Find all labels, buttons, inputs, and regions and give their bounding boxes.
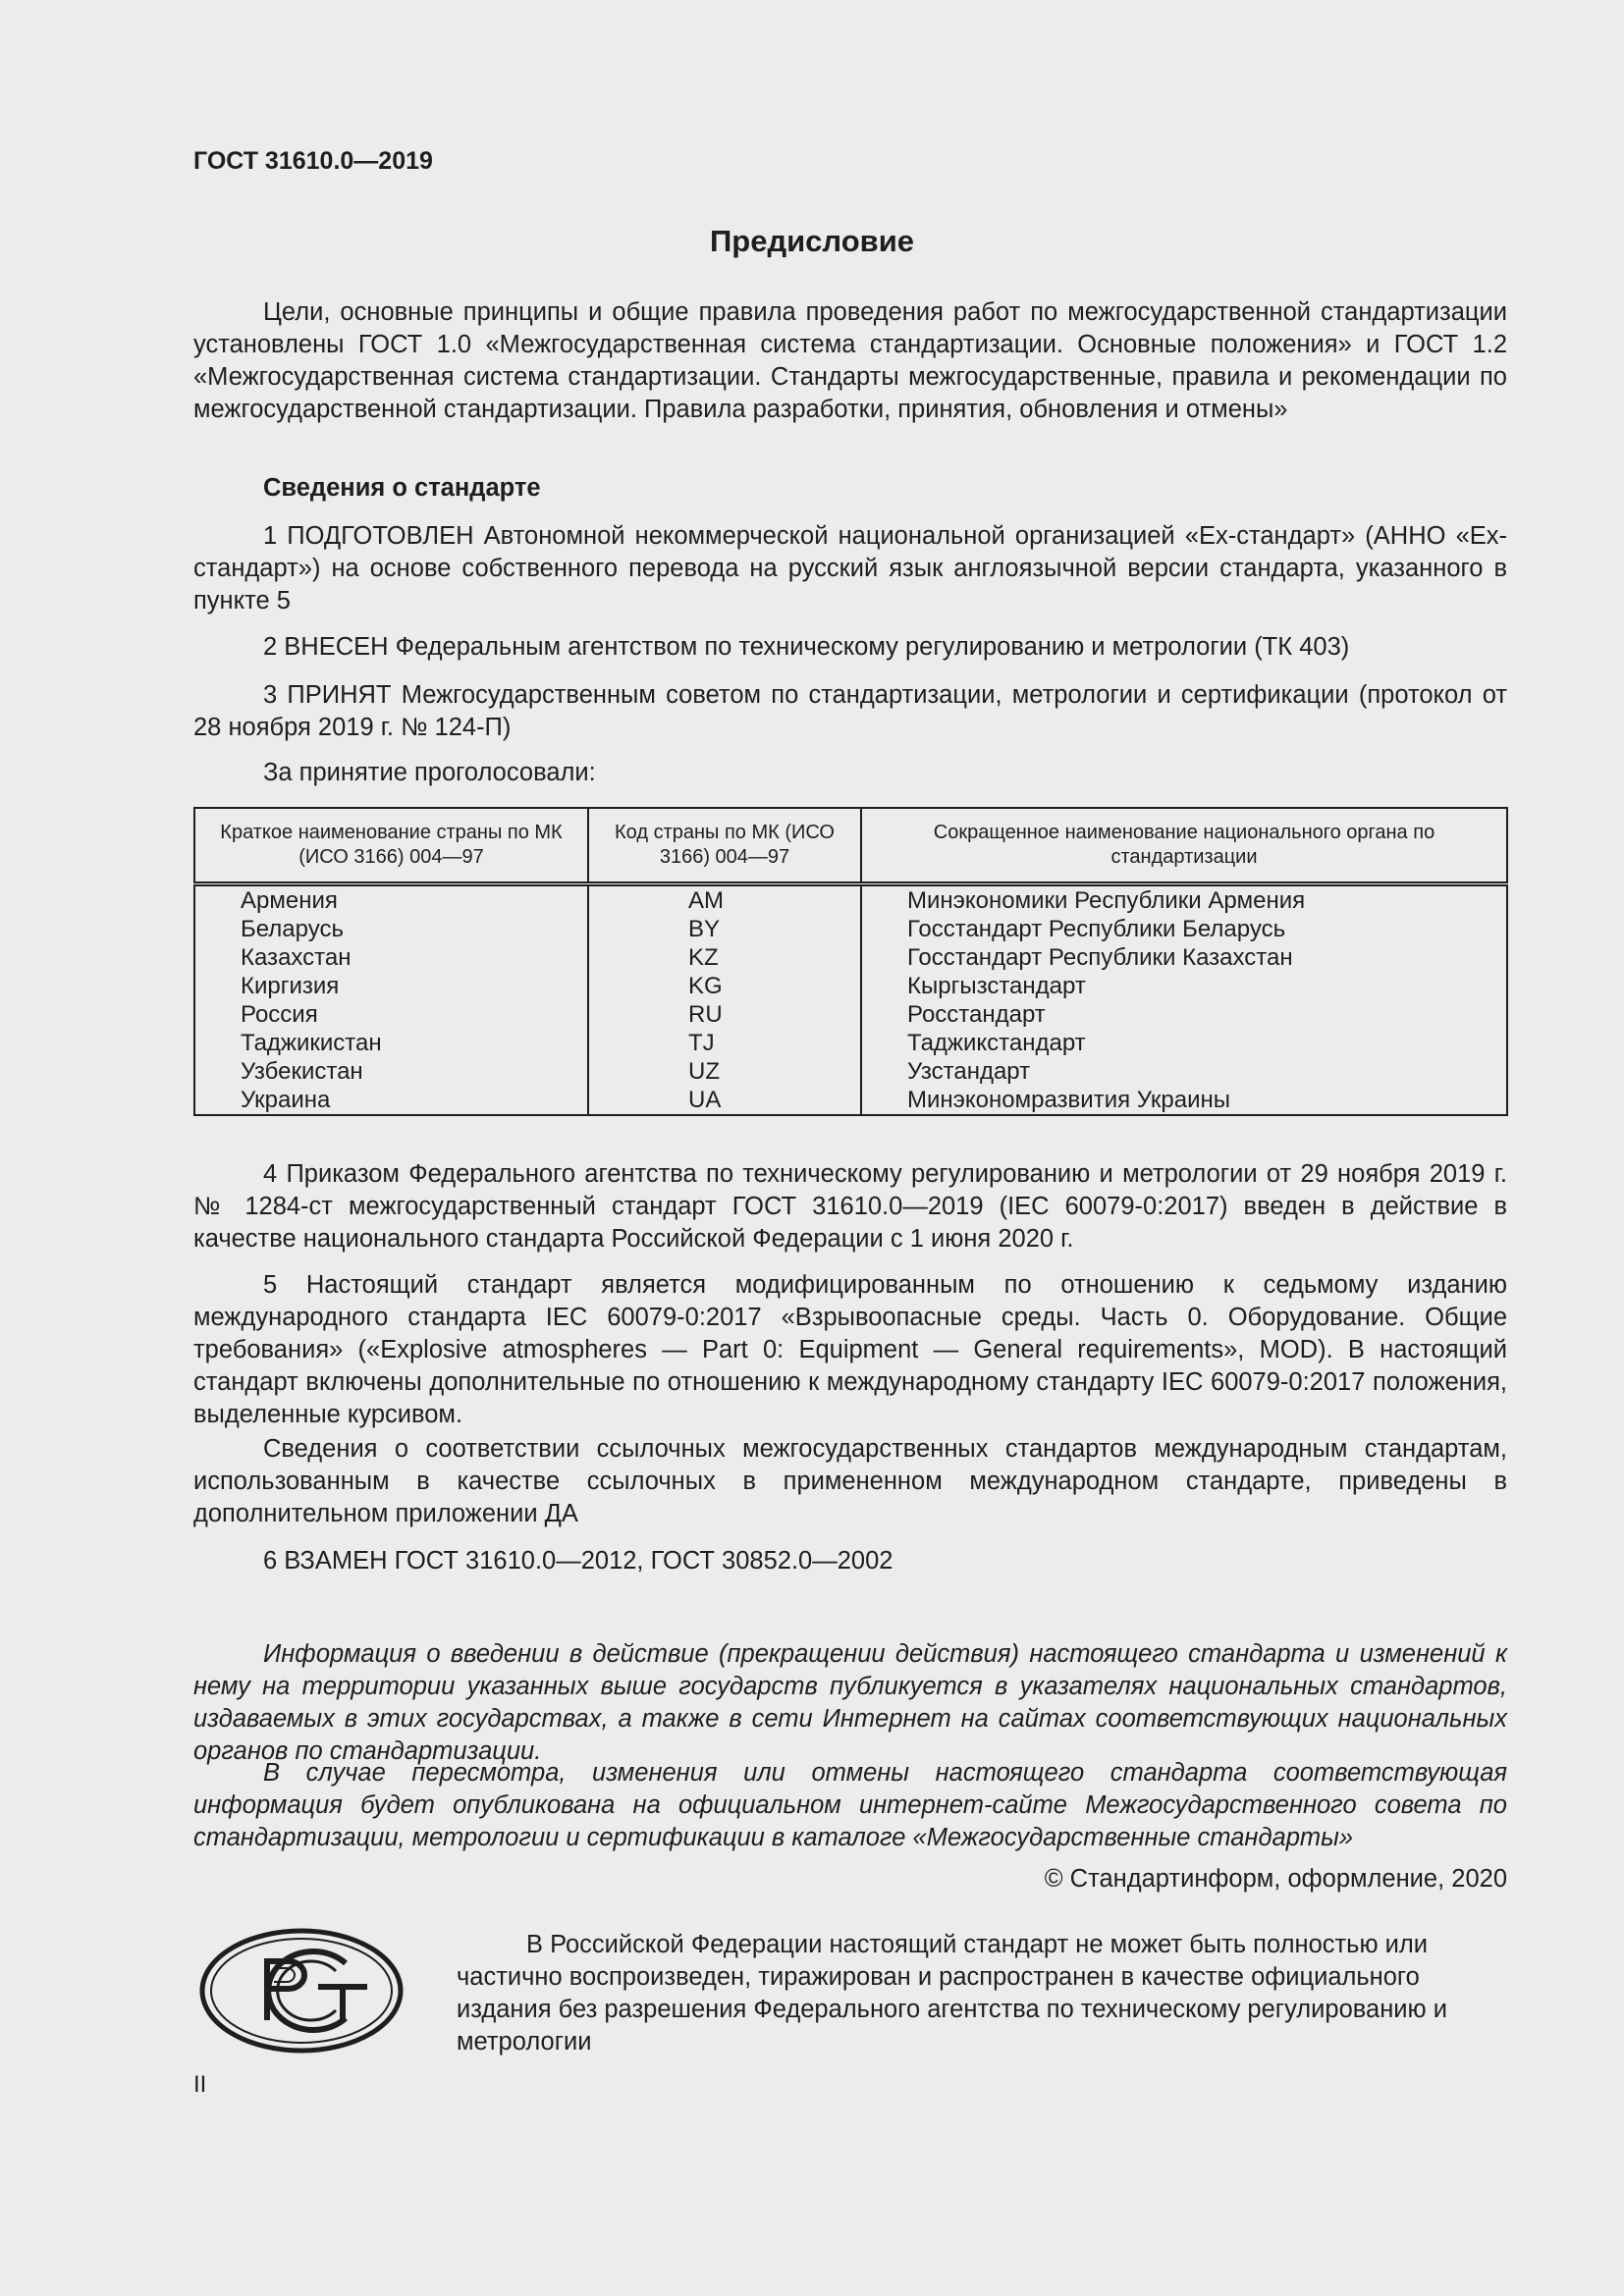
- table-cell: Узстандарт: [907, 1058, 1031, 1085]
- table-cell: Казахстан: [241, 944, 352, 971]
- standards-body-column: [861, 884, 1507, 1116]
- table-cell: RU: [688, 1001, 723, 1028]
- table-cell: Беларусь: [241, 916, 344, 942]
- table-cell: AM: [688, 887, 724, 914]
- info-heading: Сведения о стандарте: [263, 474, 541, 502]
- table-cell: KG: [688, 973, 723, 999]
- table-cell: BY: [688, 916, 721, 942]
- table-cell: TJ: [688, 1030, 715, 1056]
- table-cell: Киргизия: [241, 973, 340, 999]
- country-code-column: [588, 884, 861, 1116]
- table-cell: UZ: [688, 1058, 720, 1085]
- page-title: Предисловие: [709, 224, 914, 258]
- table-cell: Минэкономразвития Украины: [907, 1087, 1231, 1113]
- item-6-paragraph: 6 ВЗАМЕН ГОСТ 31610.0—2012, ГОСТ 30852.0—2002: [263, 1547, 893, 1575]
- column-header-country-code: Код страны по МК (ИСО 3166) 004—97: [588, 808, 861, 884]
- item-4-paragraph: 4 Приказом Федерального агентства по техническому регулированию и метрологии от 29 ноября 2019 г. № 1284-ст межгосударственный стандарт ГОСТ 31610.0—2019 (IEC 60079-0:2017) введен в действие в качестве национального стандарта Российской Федерации с 1 июня 2020 г.: [193, 1160, 1507, 1253]
- country-name-column: [194, 884, 588, 1116]
- table-cell: Госстандарт Республики Казахстан: [907, 944, 1293, 971]
- item-5-paragraph: 5 Настоящий стандарт является модифицированным по отношению к седьмому изданию международного стандарта IEC 60079-0:2017 «Взрывоопасные среды. Часть 0. Оборудование. Общие требования» («Explosive atmospheres — Part 0: Equipment — General requirements», MOD). В настоящий стандарт включены дополнительные по отношению к международному стандарту IEC 60079-0:2017 положения, выделенные курсивом.: [193, 1271, 1507, 1428]
- copyright-line: © Стандартинформ, оформление, 2020: [1044, 1865, 1507, 1893]
- table-cell: Россия: [241, 1001, 318, 1028]
- item-3-paragraph: 3 ПРИНЯТ Межгосударственным советом по стандартизации, метрологии и сертификации (протокол от 28 ноября 2019 г. № 124-П): [193, 681, 1507, 741]
- table-cell: Украина: [241, 1087, 331, 1113]
- table-cell: Узбекистан: [241, 1058, 363, 1085]
- rst-certification-mark-icon: [198, 1926, 405, 2056]
- voting-countries-table: [193, 807, 1508, 1116]
- voted-label: За принятие проголосовали:: [263, 759, 596, 786]
- intro-paragraph: Цели, основные принципы и общие правила проведения работ по межгосударственной стандартизации установлены ГОСТ 1.0 «Межгосударственная система стандартизации. Основные положения» и ГОСТ 1.2 «Межгосударственная система стандартизации. Стандарты межгосударственные, правила и рекомендации по межгосударственной стандартизации. Правила разработки, принятия, обновления и отмены»: [193, 298, 1507, 423]
- table-cell: Минэкономики Республики Армения: [907, 887, 1306, 914]
- table-cell: UA: [688, 1087, 722, 1113]
- table-cell: Таджикистан: [241, 1030, 382, 1056]
- table-cell: KZ: [688, 944, 719, 971]
- table-cell: Росстандарт: [907, 1001, 1046, 1028]
- column-header-standards-body: Сокращенное наименование национального органа по стандартизации: [861, 808, 1507, 884]
- table-cell: Армения: [241, 887, 338, 914]
- notice-revision-paragraph: В случае пересмотра, изменения или отмены настоящего стандарта соответствующая информация будет опубликована на официальном интернет-сайте Межгосударственного совета по стандартизации, метрологии и сертификации в каталоге «Межгосударственные стандарты»: [193, 1759, 1507, 1851]
- table-cell: Кыргызстандарт: [907, 973, 1086, 999]
- document-code: ГОСТ 31610.0—2019: [193, 147, 433, 175]
- column-header-country-name: Краткое наименование страны по МК (ИСО 3166) 004—97: [194, 808, 588, 884]
- table-body-row: [194, 884, 1507, 1116]
- table-cell: Госстандарт Республики Беларусь: [907, 916, 1286, 942]
- russian-federation-notice: В Российской Федерации настоящий стандарт не может быть полностью или частично воспроизведен, тиражирован и распространен в качестве официального издания без разрешения Федерального агентства по техническому регулированию и метрологии: [457, 1931, 1447, 2056]
- table-header-row: [194, 808, 1507, 884]
- item-5-references-paragraph: Сведения о соответствии ссылочных межгосударственных стандартов международным стандартам, использованным в качестве ссылочных в примененном международном стандарте, приведены в дополнительном приложении ДА: [193, 1435, 1507, 1527]
- page-number: II: [193, 2071, 207, 2098]
- item-1-paragraph: 1 ПОДГОТОВЛЕН Автономной некоммерческой национальной организацией «Ех-стандарт» (АННО «Ех-стандарт») на основе собственного перевода на русский язык англоязычной версии стандарта, указанного в пункте 5: [193, 522, 1507, 614]
- table-cell: Таджикстандарт: [907, 1030, 1086, 1056]
- notice-publication-paragraph: Информация о введении в действие (прекращении действия) настоящего стандарта и изменений к нему на территории указанных выше государств публикуется в указателях национальных стандартов, издаваемых в этих государствах, а также в сети Интернет на сайтах соответствующих национальных органов по стандартизации.: [193, 1640, 1507, 1765]
- item-2-paragraph: 2 ВНЕСЕН Федеральным агентством по техническому регулированию и метрологии (ТК 403): [263, 633, 1350, 661]
